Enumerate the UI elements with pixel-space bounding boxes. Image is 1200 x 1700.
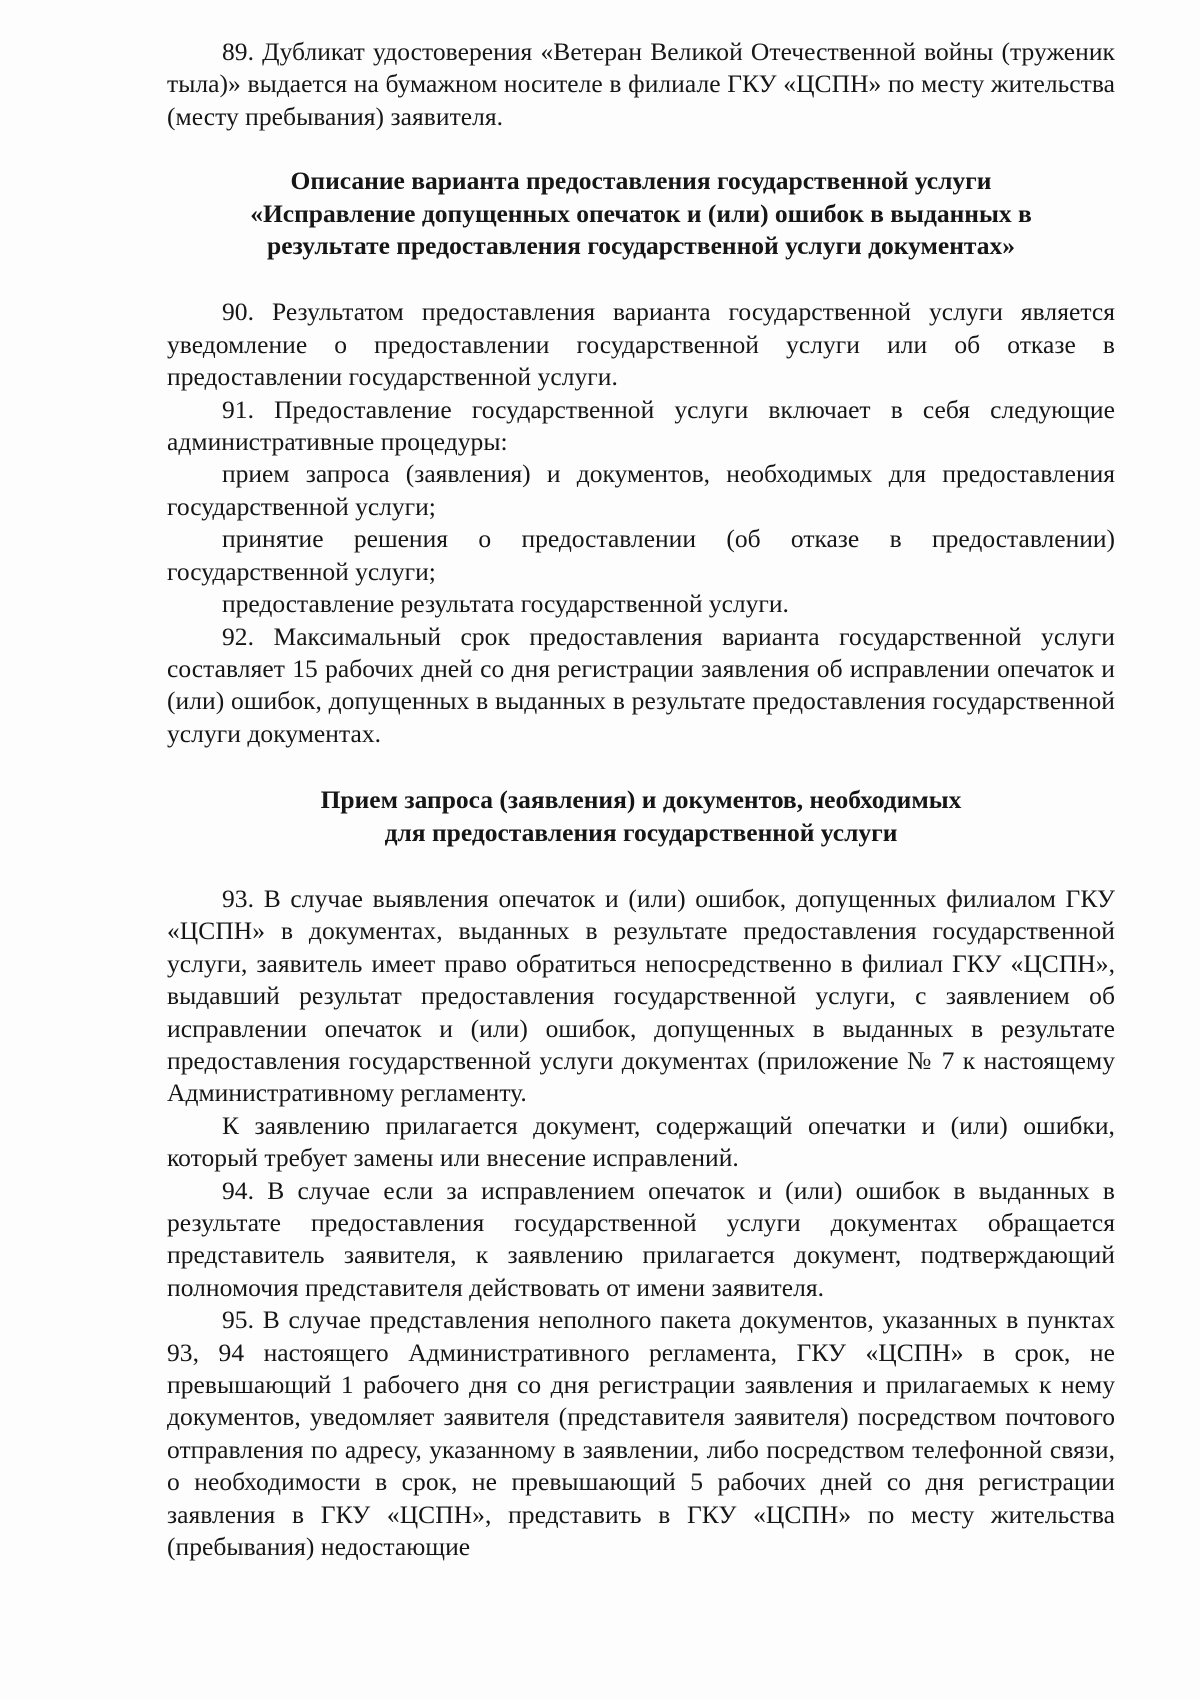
document-body (167, 36, 1115, 1563)
procedure-item-decision: принятие решения о предоставлении (об отказе в предоставлении) государственной услуги; (167, 524, 1115, 586)
spacer (167, 133, 1115, 165)
paragraph-93-attachment: К заявлению прилагается документ, содержащий опечатки и (или) ошибки, который требует замены или внесение исправлений. (167, 1110, 1115, 1173)
paragraph-91: 91. Предоставление государственной услуги включает в себя следующие административные процедуры: (167, 394, 1115, 457)
paragraph-92: 92. Максимальный срок предоставления варианта государственной услуги составляет 15 рабочих дней со дня регистрации заявления об исправлении опечаток и (или) ошибок, допущенных в выданных в результате предоставления государственной услуги документах. (167, 621, 1115, 748)
paragraph-93: 93. В случае выявления опечаток и (или) ошибок, допущенных филиалом ГКУ «ЦСПН» в документах, выданных в результате предоставления государственной услуги, заявитель имеет право обратиться непосредственно в филиал ГКУ «ЦСПН», выдавший результат предоставления государственной услуги, с заявлением об исправлении опечаток и (или) ошибок, допущенных в выданных в результате предоставления государственной услуги документах (приложение № 7 к настоящему Административному регламенту. (167, 883, 1115, 1108)
procedure-item-result: предоставление результата государственной услуги. (222, 589, 789, 619)
procedure-item-request: прием запроса (заявления) и документов, необходимых для предоставления государственной услуги; (167, 459, 1115, 521)
paragraph-94: 94. В случае если за исправлением опечаток и (или) ошибок в выданных в результате предоставления государственной услуги документах обращается представитель заявителя, к заявлению прилагается документ, подтверждающий полномочия представителя действовать от имени заявителя. (167, 1175, 1115, 1302)
section-heading-line: Прием запроса (заявления) и документов, необходимых (320, 785, 962, 815)
spacer (167, 849, 1115, 883)
paragraph-89: 89. Дубликат удостоверения «Ветеран Великой Отечественной войны (труженик тыла)» выдается на бумажном носителе в филиале ГКУ «ЦСПН» по месту жительства (месту пребывания) заявителя. (167, 37, 1115, 131)
paragraph-95: 95. В случае представления неполного пакета документов, указанных в пунктах 93, 94 настоящего Административного регламента, ГКУ «ЦСПН» в срок, не превышающий 1 рабочего дня со дня регистрации заявления и прилагаемых к нему документов, уведомляет заявителя (представителя заявителя) посредством почтового отправления по адресу, указанному в заявлении, либо посредством телефонной связи, о необходимости в срок, не превышающий 5 рабочих дней со дня регистрации заявления в ГКУ «ЦСПН», представить в ГКУ «ЦСПН» по месту жительства (пребывания) недостающие (167, 1305, 1115, 1562)
section-heading-line: результате предоставления государственной услуги документах» (267, 231, 1015, 261)
section-heading-line: для предоставления государственной услуги (384, 817, 898, 847)
section-heading-line: Описание варианта предоставления государственной услуги (290, 166, 992, 196)
spacer (167, 750, 1115, 784)
spacer (167, 262, 1115, 296)
section-heading-correction-variant (167, 165, 1115, 262)
paragraph-90: 90. Результатом предоставления варианта государственной услуги является уведомление о предоставлении государственной услуги или об отказе в предоставлении государственной услуги. (167, 297, 1115, 392)
section-heading-line: «Исправление допущенных опечаток и (или) ошибок в выданных в (250, 198, 1032, 228)
section-heading-request-intake (167, 784, 1115, 849)
